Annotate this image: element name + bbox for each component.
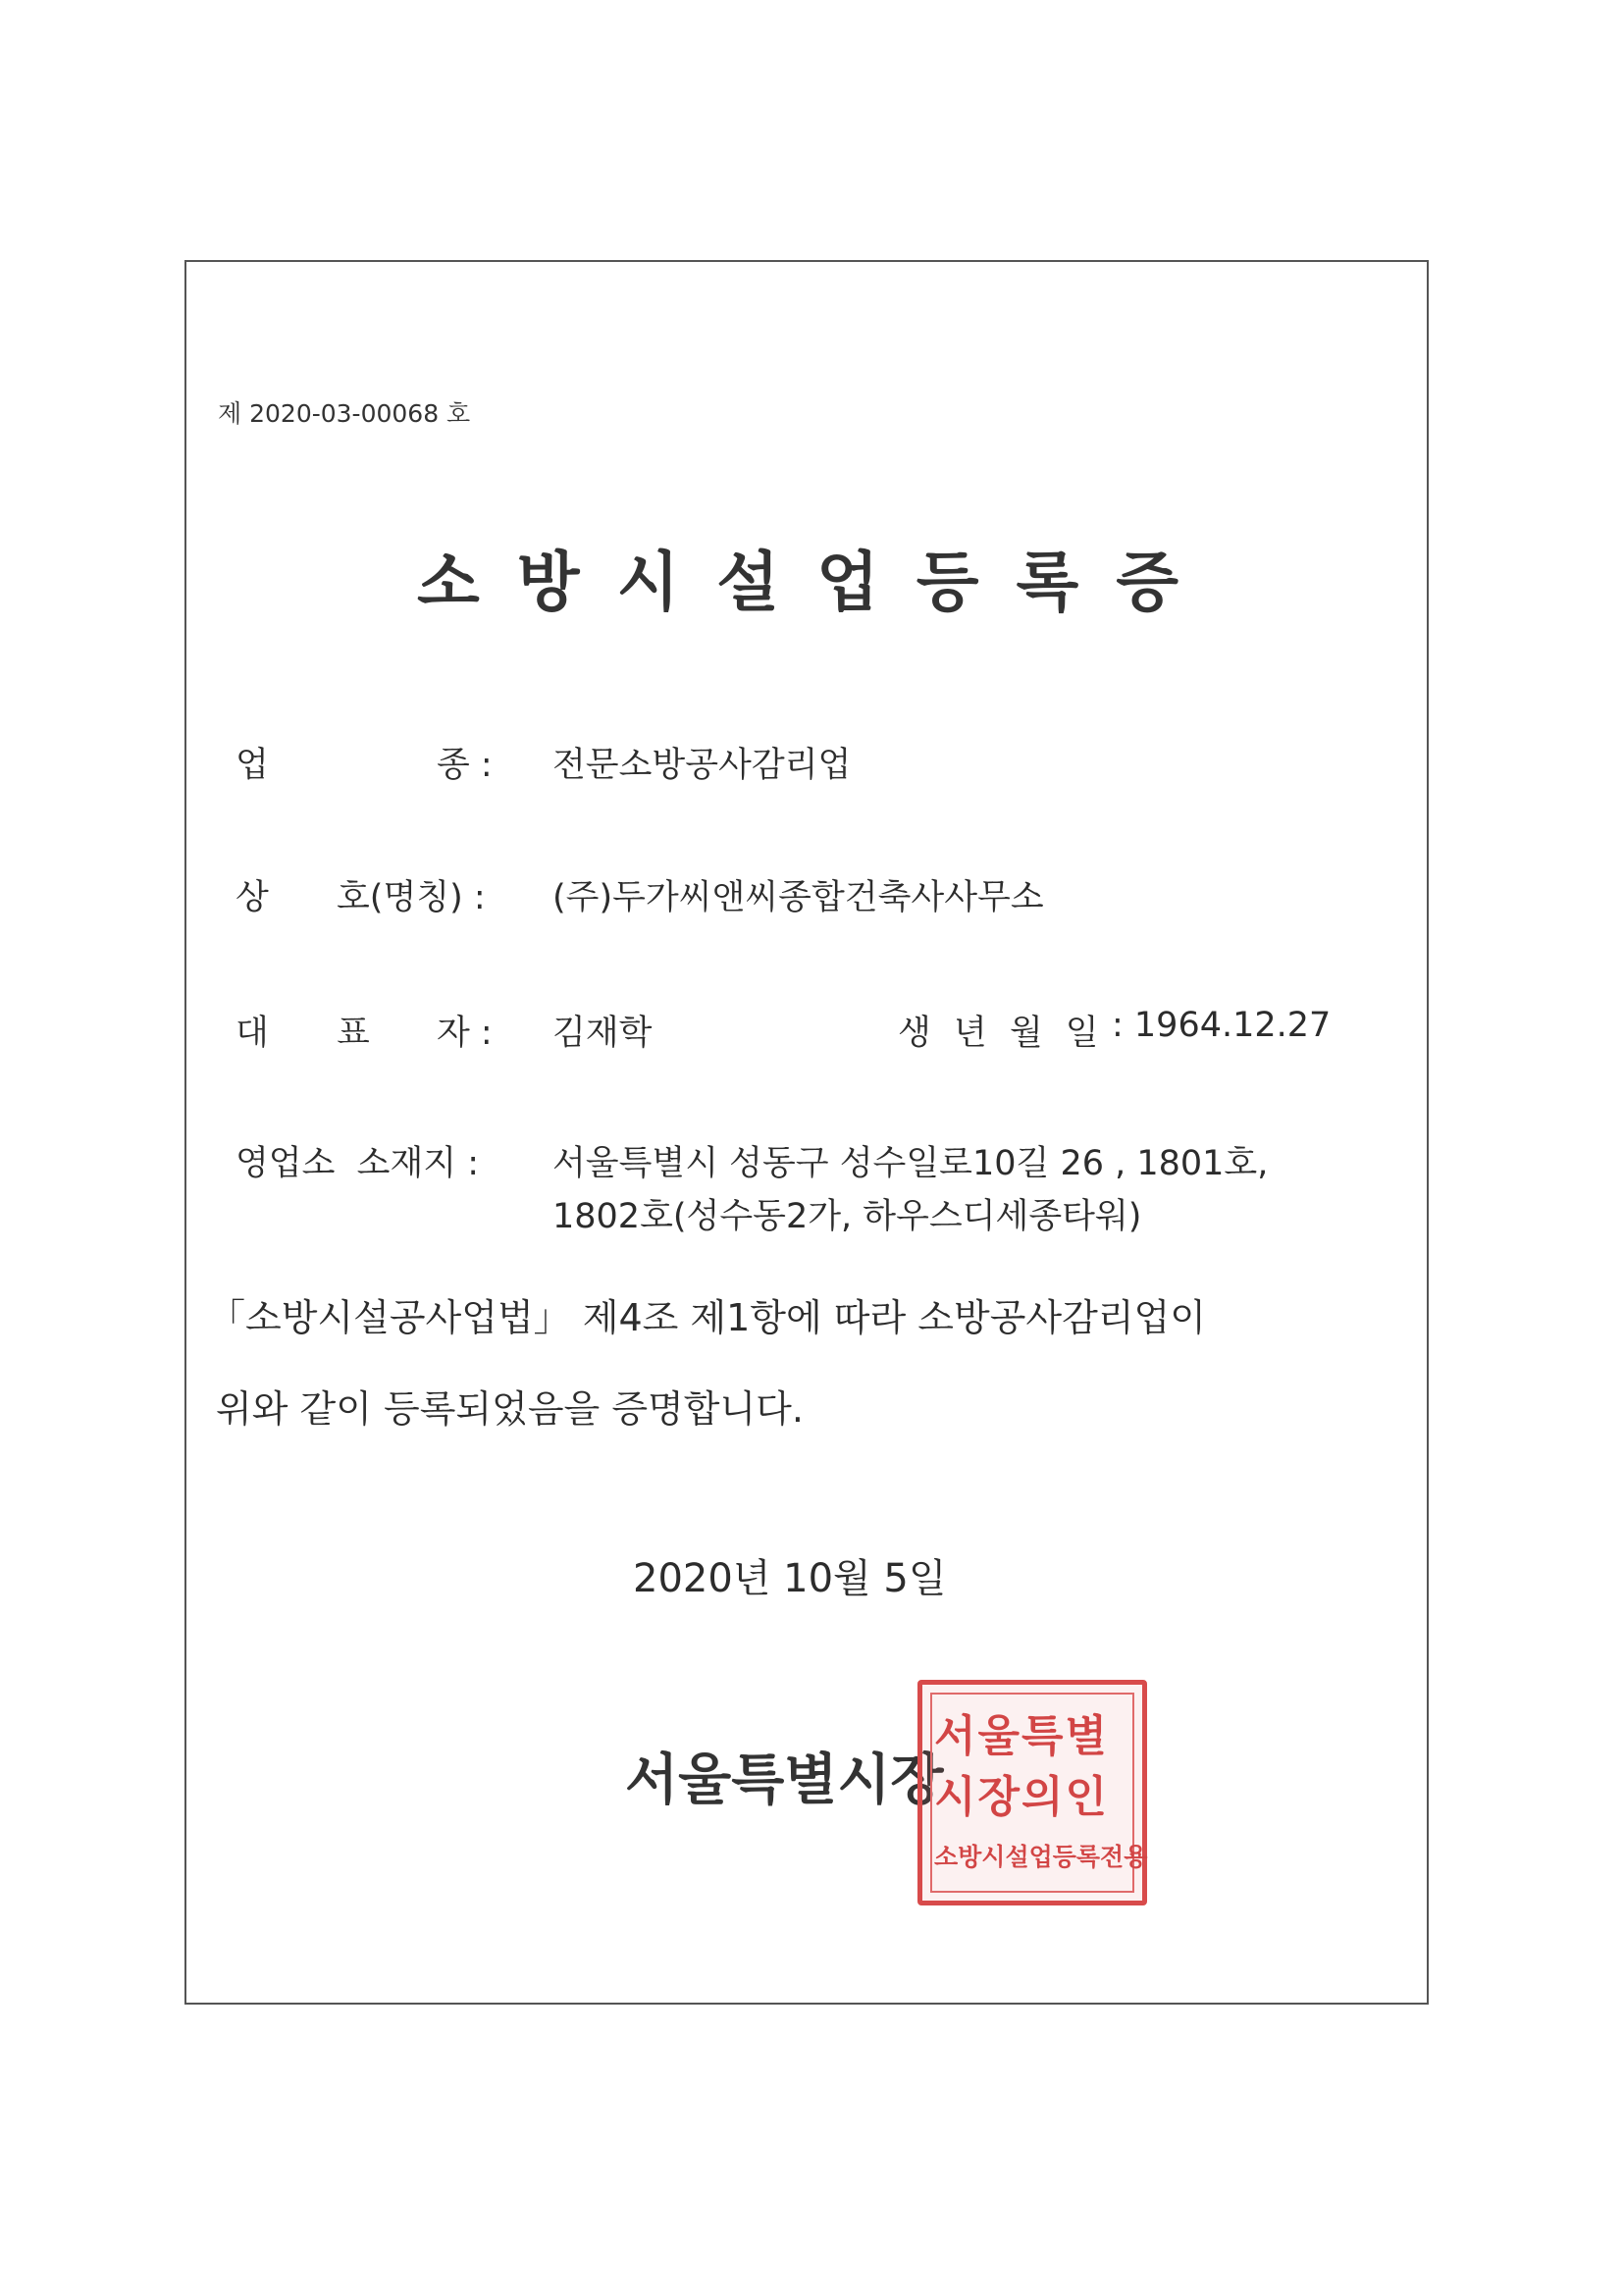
representative-label-a: 대	[236, 1014, 269, 1053]
business-type-value: 전문소방공사감리업	[552, 746, 852, 785]
statement-line-2: 위와 같이 등록되었음을 증명합니다.	[216, 1387, 804, 1431]
issuer-name: 서울특별시장	[625, 1748, 944, 1812]
certificate-title: 소방시설업등록증	[417, 545, 1217, 620]
dob-value: : 1964.12.27	[1112, 1006, 1332, 1045]
trade-name-label-b: 호(명칭) :	[337, 878, 486, 917]
representative-label-b: 표	[337, 1014, 370, 1053]
representative-value: 김재학	[552, 1014, 653, 1053]
seal-text-row-2: 시장의인	[934, 1772, 1110, 1822]
registration-number: 제 2020-03-00068 호	[218, 399, 471, 428]
business-type-label-a: 업	[236, 746, 269, 785]
trade-name-value: (주)두가씨앤씨종합건축사사무소	[552, 878, 1044, 917]
issue-date: 2020년 10월 5일	[633, 1556, 947, 1601]
seal-text-row-3: 소방시설업등록전용	[934, 1843, 1148, 1871]
dob-label: 생 년 월 일	[898, 1014, 1105, 1053]
business-type-label-b: 종 :	[437, 746, 493, 785]
address-line-2: 1802호(성수동2가, 하우스디세종타워)	[552, 1197, 1142, 1236]
seal-text-row-1: 서울특별	[934, 1711, 1110, 1761]
trade-name-label-a: 상	[236, 878, 269, 917]
address-label: 영업소 소재지 :	[236, 1144, 480, 1183]
official-seal	[917, 1680, 1147, 1905]
address-line-1: 서울특별시 성동구 성수일로10길 26 , 1801호,	[552, 1144, 1269, 1183]
representative-label-c: 자 :	[437, 1014, 493, 1053]
statement-line-1: 「소방시설공사업법」 제4조 제1항에 따라 소방공사감리업이	[208, 1296, 1206, 1339]
